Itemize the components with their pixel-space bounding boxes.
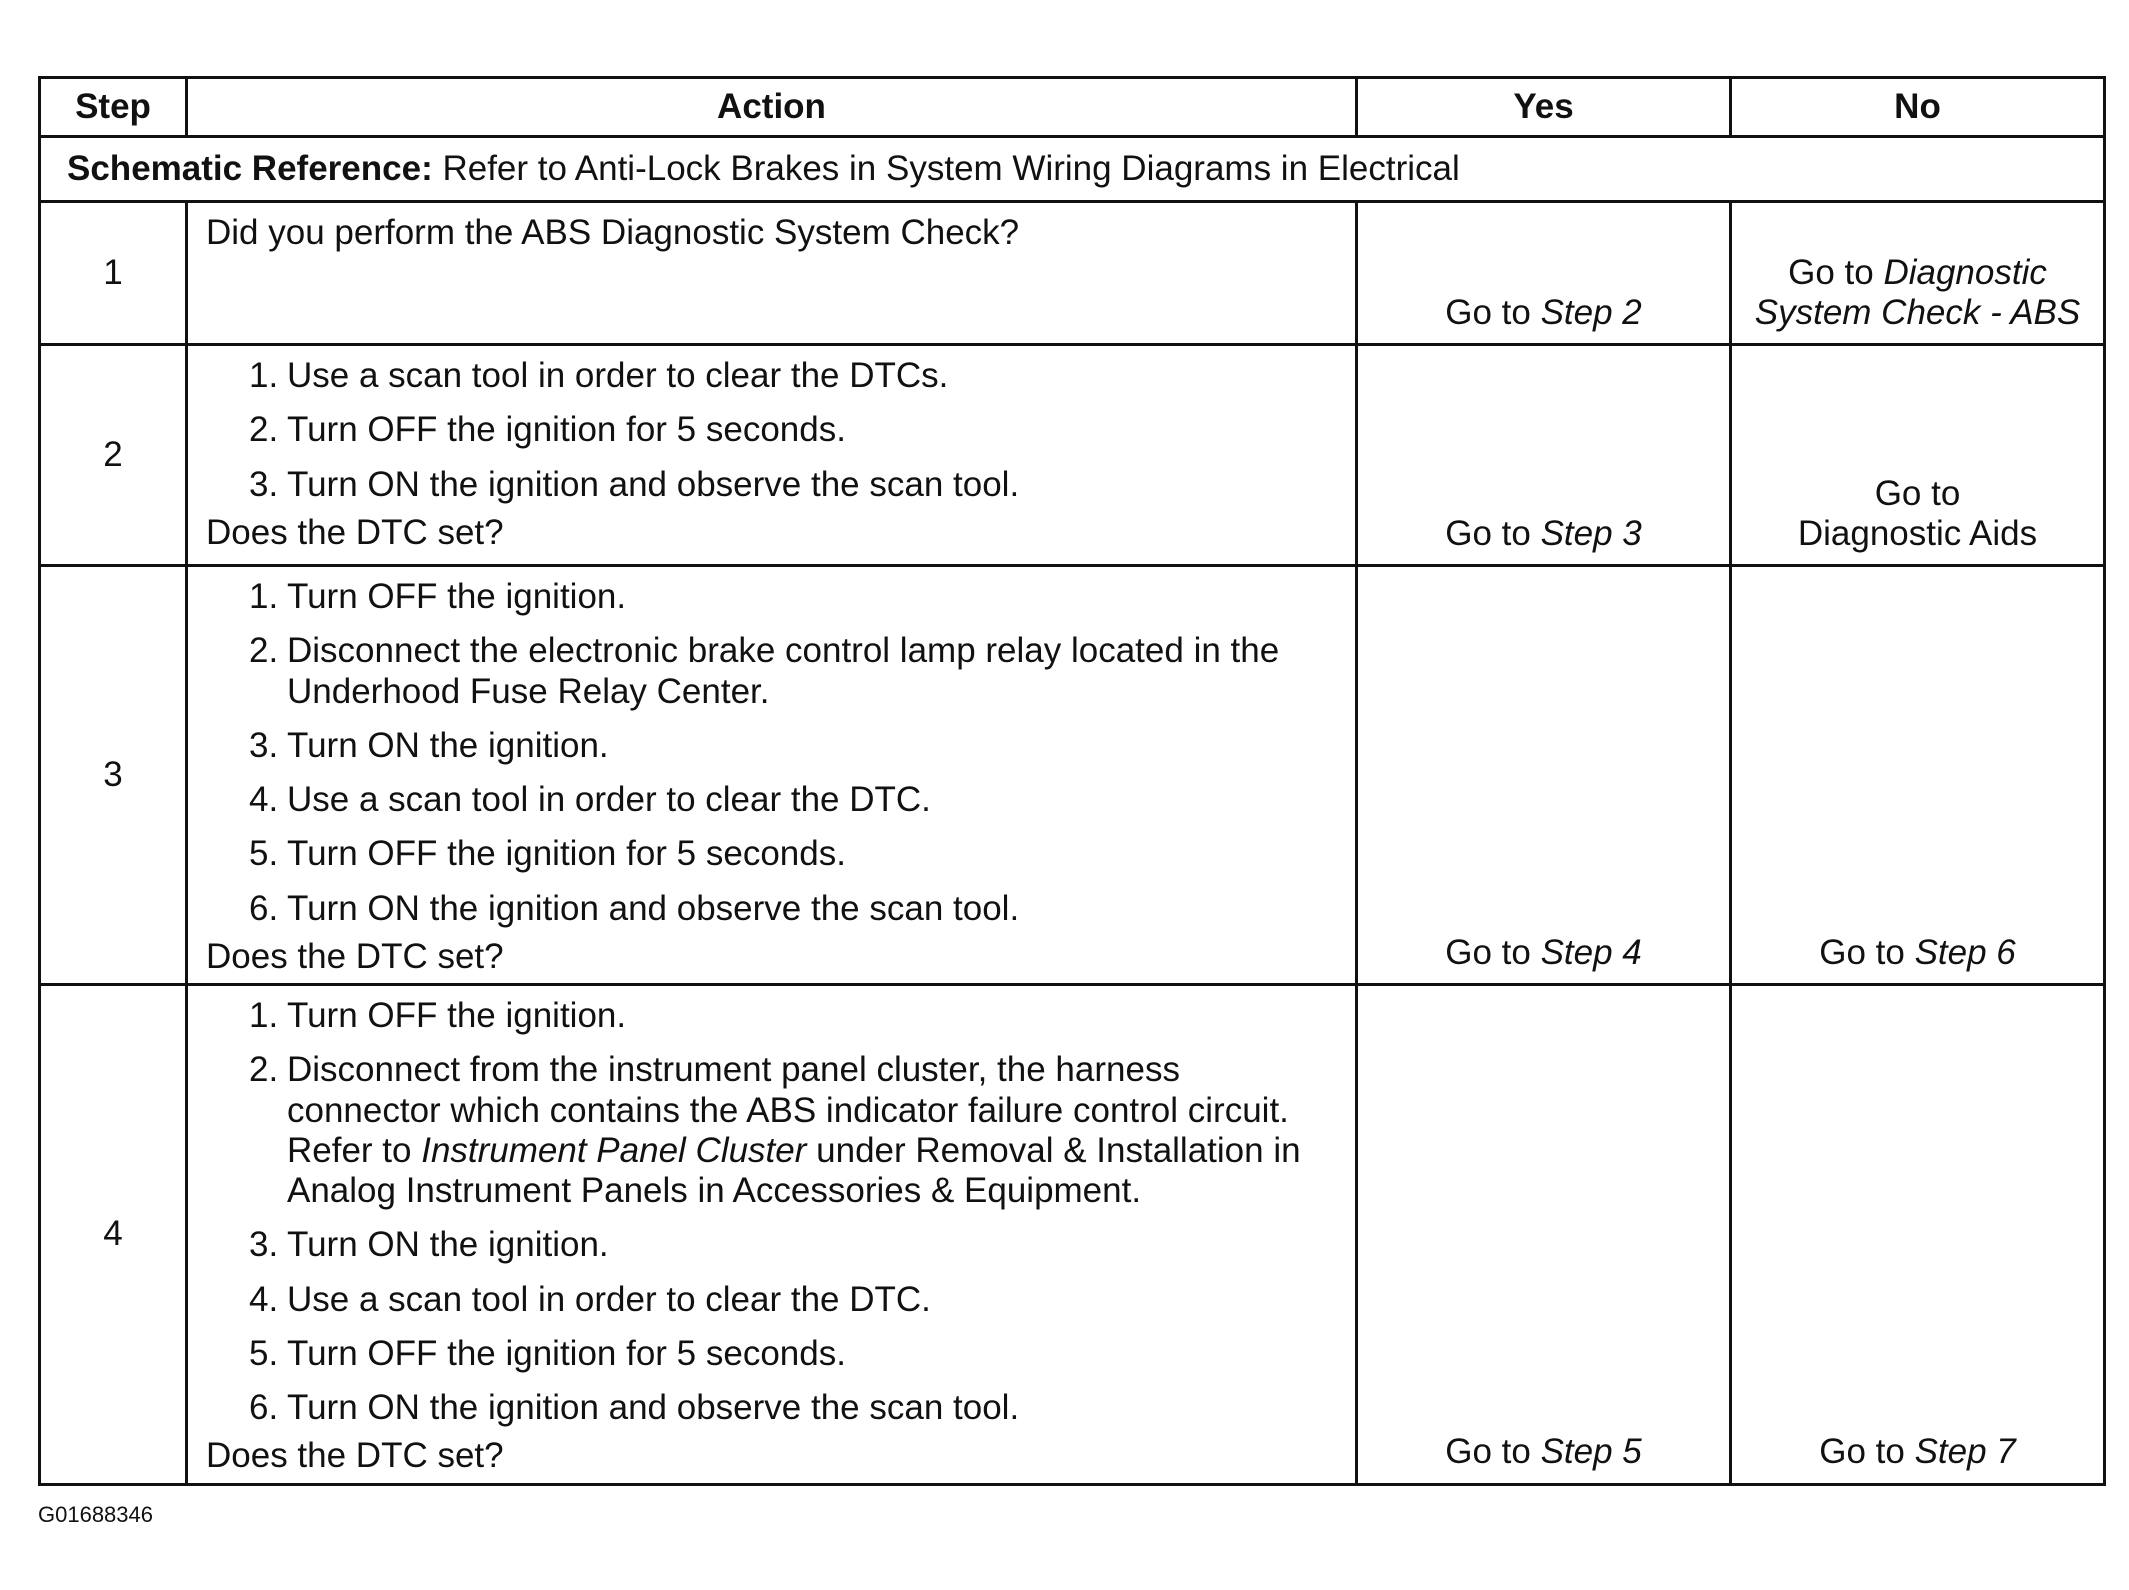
no-cell: Go to Diagnostic System Check - ABS (1731, 202, 2105, 345)
yes-cell: Go to Step 2 (1357, 202, 1731, 345)
list-item: 3. Turn ON the ignition. (249, 725, 609, 765)
list-item: 5. Turn OFF the ignition for 5 seconds. (249, 1333, 846, 1373)
step-number: 3 (40, 566, 187, 985)
no-cell: Go to Step 7 (1731, 985, 2105, 1485)
table-row (40, 202, 2105, 345)
list-item: 6. Turn ON the ignition and observe the scan tool. (249, 1388, 1020, 1427)
action-cell (187, 202, 1357, 345)
yes-link[interactable]: Step 4 (1540, 932, 1642, 972)
list-item: 3. Turn ON the ignition. (249, 1225, 609, 1265)
action-question: Does the DTC set? (206, 936, 504, 976)
list-item: 1. Turn OFF the ignition. (249, 996, 627, 1035)
yes-cell: Go to Step 5 (1357, 985, 1731, 1485)
figure-id: G01688346 (38, 1502, 153, 1527)
list-item: 5. Turn OFF the ignition for 5 seconds. (249, 834, 846, 874)
step-list (206, 577, 1337, 929)
list-item: 2. Disconnect from the instrument panel cluster, the harness connector which contains the ABS indicator failure control circuit. Refer to Instrument Panel Cluster under Removal & Installation in Analog Instrument Panels in Accessories & Equipment. (249, 1050, 1301, 1210)
list-item: 1. Turn OFF the ignition. (249, 577, 627, 616)
step-number: 4 (40, 985, 187, 1485)
action-question: Does the DTC set? (206, 1436, 504, 1476)
table-row (40, 345, 2105, 566)
list-item: 2. Disconnect the electronic brake control lamp relay located in the Underhood Fuse Relay Center. (249, 631, 1280, 711)
step-list (206, 356, 1337, 505)
step-number: 1 (40, 202, 187, 345)
list-item: 3. Turn ON the ignition and observe the scan tool. (249, 464, 1020, 504)
no-link-line2[interactable]: System Check - ABS (1754, 292, 2081, 332)
schematic-text: Refer to Anti-Lock Brakes in System Wiring Diagrams in Electrical (442, 148, 1460, 188)
no-link[interactable]: Step 7 (1914, 1432, 2016, 1472)
reference-link[interactable]: Instrument Panel Cluster (421, 1130, 807, 1170)
schematic-row (40, 137, 2105, 202)
header-action: Action (187, 78, 1357, 137)
no-link[interactable]: Diagnostic Aids (1797, 513, 2038, 553)
header-no: No (1731, 78, 2105, 137)
step-list (206, 996, 1337, 1428)
action-question: Did you perform the ABS Diagnostic System Check? (206, 213, 1020, 252)
step-number: 2 (40, 345, 187, 566)
header-row (40, 78, 2105, 137)
no-link[interactable]: Step 6 (1914, 932, 2016, 972)
yes-cell: Go to Step 4 (1357, 566, 1731, 985)
action-cell (187, 566, 1357, 985)
diagnostic-table (38, 76, 2106, 1486)
list-item: 2. Turn OFF the ignition for 5 seconds. (249, 410, 846, 450)
yes-link[interactable]: Step 3 (1540, 513, 1642, 553)
list-item: 4. Use a scan tool in order to clear the DTC. (249, 780, 931, 819)
table-row (40, 985, 2105, 1485)
table-row (40, 566, 2105, 985)
action-cell (187, 345, 1357, 566)
action-question: Does the DTC set? (206, 512, 504, 552)
no-link[interactable]: Diagnostic (1883, 252, 2047, 292)
yes-cell: Go to Step 3 (1357, 345, 1731, 566)
schematic-reference (40, 137, 2105, 202)
list-item: 4. Use a scan tool in order to clear the DTC. (249, 1279, 931, 1319)
list-item: 1. Use a scan tool in order to clear the DTCs. (249, 356, 949, 395)
action-cell (187, 985, 1357, 1485)
no-cell: Go to Diagnostic Aids (1731, 345, 2105, 566)
no-cell: Go to Step 6 (1731, 566, 2105, 985)
yes-link[interactable]: Step 2 (1540, 292, 1642, 332)
schematic-label: Schematic Reference: (67, 148, 433, 188)
header-step: Step (40, 78, 187, 137)
list-item: 6. Turn ON the ignition and observe the scan tool. (249, 888, 1020, 928)
header-yes: Yes (1357, 78, 1731, 137)
yes-link[interactable]: Step 5 (1540, 1432, 1642, 1472)
